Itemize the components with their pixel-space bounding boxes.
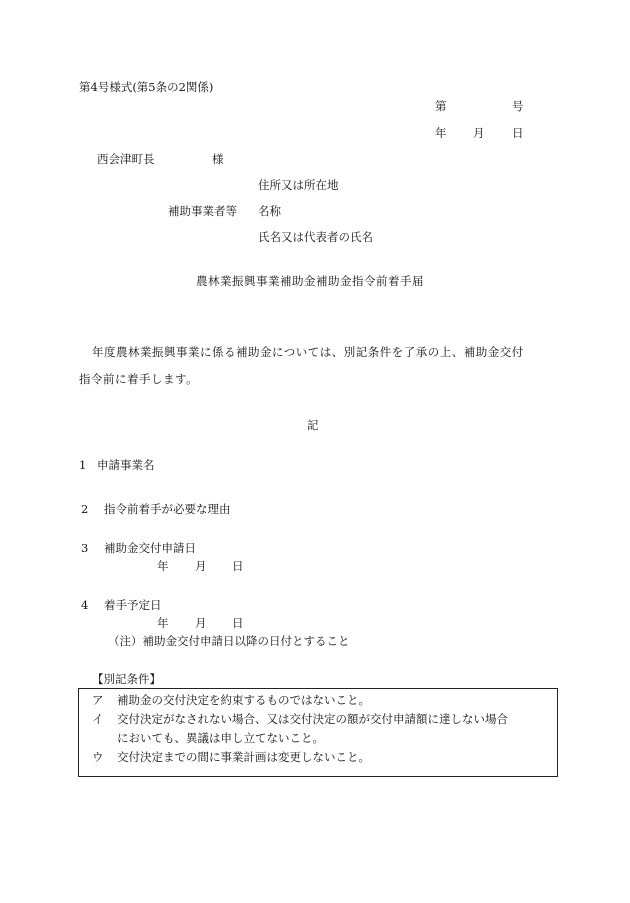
addressee-name: 西会津町長 bbox=[97, 152, 155, 166]
date-year: 年 bbox=[435, 126, 447, 140]
item-4-number: 4 bbox=[81, 598, 89, 612]
condition-i-text-line-1: 交付決定がなされない場合、又は交付決定の額が交付申請額に達しない場合 bbox=[117, 712, 508, 726]
date-month: 月 bbox=[473, 126, 485, 140]
form-number: 第4号様式(第5条の2関係) bbox=[79, 80, 214, 94]
date-day: 日 bbox=[512, 126, 524, 140]
addressee-honorific: 様 bbox=[212, 152, 224, 166]
item-2-label: 指令前着手が必要な理由 bbox=[104, 502, 231, 516]
item-4-label: 着手予定日 bbox=[104, 598, 162, 612]
item-3-day: 日 bbox=[232, 559, 244, 573]
name-label: 名称 bbox=[258, 204, 281, 218]
doc-number-suffix: 号 bbox=[512, 99, 524, 113]
item-2-number: 2 bbox=[81, 502, 89, 516]
item-1-label: 申請事業名 bbox=[97, 458, 155, 472]
item-3-number: 3 bbox=[81, 541, 89, 555]
doc-number-prefix: 第 bbox=[435, 99, 447, 113]
item-4-day: 日 bbox=[232, 616, 244, 630]
condition-u-text: 交付決定までの間に事業計画は変更しないこと。 bbox=[117, 750, 370, 764]
condition-i-mark: イ bbox=[92, 712, 104, 726]
condition-i-text-line-2: においても、異議は申し立てないこと。 bbox=[117, 731, 324, 745]
applicant-label: 補助事業者等 bbox=[168, 204, 237, 218]
item-4-month: 月 bbox=[195, 616, 207, 630]
conditions-heading: 【別記条件】 bbox=[92, 672, 161, 686]
ki-heading: 記 bbox=[307, 418, 319, 432]
note-text: （注）補助金交付申請日以降の日付とすること bbox=[108, 634, 350, 648]
address-label: 住所又は所在地 bbox=[258, 178, 339, 192]
item-1-number: 1 bbox=[79, 458, 87, 472]
condition-u-mark: ウ bbox=[92, 750, 104, 764]
item-4-year: 年 bbox=[157, 616, 169, 630]
body-line-1: 年度農林業振興事業に係る補助金については、別記条件を了承の上、補助金交付 bbox=[92, 345, 524, 359]
representative-label: 氏名又は代表者の氏名 bbox=[258, 230, 373, 244]
item-3-month: 月 bbox=[195, 559, 207, 573]
item-3-label: 補助金交付申請日 bbox=[104, 541, 196, 555]
item-3-year: 年 bbox=[157, 559, 169, 573]
document-title: 農林業振興事業補助金補助金指令前着手届 bbox=[196, 274, 424, 288]
body-line-2: 指令前に着手します。 bbox=[79, 372, 199, 386]
condition-a-text: 補助金の交付決定を約束するものではないこと。 bbox=[117, 693, 370, 707]
condition-a-mark: ア bbox=[92, 693, 104, 707]
